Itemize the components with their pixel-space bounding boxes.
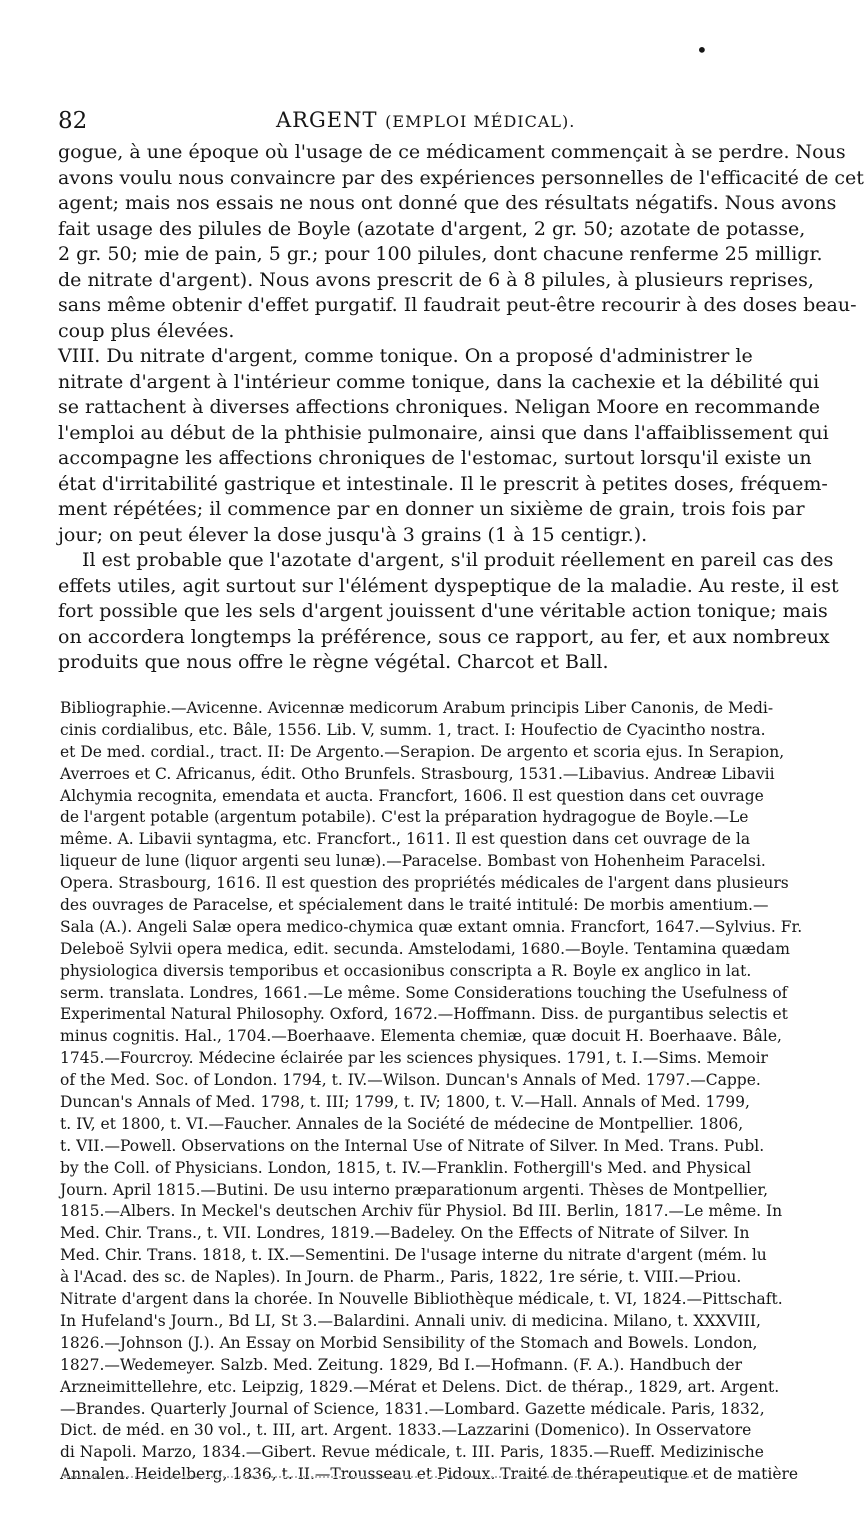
bibliography-line: Bibliographie.—Avicenne. Avicennæ medicorum Arabum principis Liber Canonis, de Medi- (60, 699, 774, 717)
bibliography (60, 698, 803, 1486)
bibliography-line: physiologica diversis temporibus et occasionibus conscripta a R. Boyle ex anglico in lat. (60, 961, 752, 980)
body-line: ment répétées; il commence par en donner un sixième de grain, trois fois par (58, 498, 805, 520)
bibliography-line: —Brandes. Quarterly Journal of Science, 1831.—Lombard. Gazette médicale. Paris, 1832, (60, 1399, 765, 1418)
body-line: nitrate d'argent à l'intérieur comme tonique, dans la cachexie et la débilité qui (58, 370, 820, 393)
bibliography-line: Deleboë Sylvii opera medica, edit. secunda. Amstelodami, 1680.—Boyle. Tentamina quædam (60, 939, 790, 958)
body-line: avons voulu nous convaincre par des expériences personnelles de l'efficacité de cet (58, 166, 864, 189)
body-line: 2 gr. 50; mie de pain, 5 gr.; pour 100 pilules, dont chacune renferme 25 milligr. (58, 243, 823, 265)
body-line: coup plus élevées. (58, 319, 235, 342)
page-header (58, 108, 748, 138)
body-line: sans même obtenir d'effet purgatif. Il faudrait peut-être recourir à des doses beau- (58, 294, 857, 316)
bibliography-line: 1826.—Johnson (J.). An Essay on Morbid Sensibility of the Stomach and Bowels. London, (60, 1333, 758, 1352)
body-line: de nitrate d'argent). Nous avons prescrit de 6 à 8 pilules, à plusieurs reprises, (58, 268, 814, 291)
bibliography-line: t. IV, et 1800, t. VI.—Faucher. Annales de la Société de médecine de Montpellier. 1806, (60, 1114, 744, 1133)
running-head-title: ARGENT (276, 108, 378, 132)
body-line: produits que nous offre le règne végétal. Charcot et Ball. (58, 651, 609, 673)
bibliography-line: Med. Chir. Trans. 1818, t. IX.—Sementini. De l'usage interne du nitrate d'argent (mém. lu (60, 1246, 767, 1265)
body-line: jour; on peut élever la dose jusqu'à 3 grains (1 à 15 centigr.). (58, 523, 648, 546)
bottom-rule (64, 1476, 704, 1478)
body-text (58, 140, 864, 676)
body-line: état d'irritabilité gastrique et intestinale. Il le prescrit à petites doses, fréquem- (58, 472, 828, 495)
bibliography-line: et De med. cordial., tract. II: De Argento.—Serapion. De argento et scoria ejus. In Serapion, (60, 742, 785, 761)
body-line: l'emploi au début de la phthisie pulmonaire, ainsi que dans l'affaiblissement qui (58, 421, 829, 444)
bibliography-line: Experimental Natural Philosophy. Oxford, 1672.—Hoffmann. Diss. de purgantibus selectis et (60, 1005, 788, 1024)
body-line: effets utiles, agit surtout sur l'élément dyspeptique de la maladie. Au reste, il est (58, 574, 839, 597)
bibliography-line: Averroes et C. Africanus, édit. Otho Brunfels. Strasbourg, 1531.—Libavius. Andreæ Libavii (60, 764, 775, 783)
bibliography-line: by the Coll. of Physicians. London, 1815, t. IV.—Franklin. Fothergill's Med. and Physical (60, 1158, 752, 1177)
bibliography-line: 1815.—Albers. In Meckel's deutschen Archiv für Physiol. Bd III. Berlin, 1817.—Le même. In (60, 1202, 783, 1221)
body-line: gogue, à une époque où l'usage de ce médicament commençait à se perdre. Nous (58, 141, 846, 163)
body-line: agent; mais nos essais ne nous ont donné que des résultats négatifs. Nous avons (58, 192, 837, 214)
bibliography-line: liqueur de lune (liquor argenti seu lunæ).—Paracelse. Bombast von Hohenheim Paracelsi. (60, 852, 766, 871)
body-line: VIII. Du nitrate d'argent, comme tonique. On a proposé d'administrer le (58, 345, 753, 367)
bibliography-line: di Napoli. Marzo, 1834.—Gibert. Revue médicale, t. III. Paris, 1835.—Rueff. Medizinische (60, 1443, 764, 1462)
bibliography-line: Alchymia recognita, emendata et aucta. Francfort, 1606. Il est question dans cet ouvrage (60, 786, 764, 805)
body-line: fort possible que les sels d'argent jouissent d'une véritable action tonique; mais (58, 600, 828, 622)
bibliography-line: même. A. Libavii syntagma, etc. Francfort., 1611. Il est question dans cet ouvrage de la (60, 830, 751, 849)
bibliography-line: 1745.—Fourcroy. Médecine éclairée par les sciences physiques. 1791, t. I.—Sims. Memoir (60, 1049, 768, 1068)
running-head-subtitle: (EMPLOI MÉDICAL). (385, 112, 576, 131)
bibliography-line: of the Med. Soc. of London. 1794, t. IV.—Wilson. Duncan's Annals of Med. 1797.—Cappe. (60, 1071, 761, 1090)
bibliography-line: Arzneimittellehre, etc. Leipzig, 1829.—Mérat et Delens. Dict. de thérap., 1829, art. Argent. (60, 1377, 780, 1396)
bibliography-line: Sala (A.). Angeli Salæ opera medico-chymica quæ extant omnia. Francfort, 1647.—Sylvius. Fr. (60, 917, 803, 936)
bibliography-line: Duncan's Annals of Med. 1798, t. III; 1799, t. IV; 1800, t. V.—Hall. Annals of Med. 1799, (60, 1093, 750, 1112)
bibliography-line: In Hufeland's Journ., Bd LI, St 3.—Balardini. Annali univ. di medicina. Milano, t. XXXVIII, (60, 1311, 761, 1330)
bibliography-line: serm. translata. Londres, 1661.—Le même. Some Considerations touching the Usefulness of (60, 983, 788, 1002)
body-line: on accordera longtemps la préférence, sous ce rapport, au fer, et aux nombreux (58, 625, 830, 648)
bibliography-line: Journ. April 1815.—Butini. De usu interno præparationum argenti. Thèses de Montpellier, (60, 1180, 769, 1199)
bibliography-line: t. VII.—Powell. Observations on the Internal Use of Nitrate of Silver. In Med. Trans. Publ. (60, 1136, 765, 1155)
bibliography-line: Dict. de méd. en 30 vol., t. III, art. Argent. 1833.—Lazzarini (Domenico). In Osservatore (60, 1421, 752, 1440)
bibliography-line: Med. Chir. Trans., t. VII. Londres, 1819.—Badeley. On the Effects of Nitrate of Silver. In (60, 1224, 750, 1243)
body-line: Il est probable que l'azotate d'argent, s'il produit réellement en pareil cas des (82, 549, 834, 571)
bibliography-line: Opera. Strasbourg, 1616. Il est question des propriétés médicales de l'argent dans plusieurs (60, 874, 789, 893)
bibliography-line: Nitrate d'argent dans la chorée. In Nouvelle Bibliothèque médicale, t. VI, 1824.—Pittschaft. (60, 1290, 783, 1309)
bibliography-line: cinis cordialibus, etc. Bâle, 1556. Lib. V, summ. 1, tract. I: Houfectio de Cyacintho nostra. (60, 720, 766, 739)
bibliography-line: de l'argent potable (argentum potabile). C'est la préparation hydragogue de Boyle.—Le (60, 808, 749, 827)
bibliography-line: à l'Acad. des sc. de Naples). In Journ. de Pharm., Paris, 1822, 1re série, t. VIII.—Priou. (60, 1268, 742, 1287)
body-line: fait usage des pilules de Boyle (azotate d'argent, 2 gr. 50; azotate de potasse, (58, 217, 806, 240)
running-head (276, 108, 575, 132)
bibliography-line: des ouvrages de Paracelse, et spécialement dans le traité intitulé: De morbis amentium.— (60, 896, 769, 915)
ink-mark: • (696, 38, 708, 62)
bibliography-line: 1827.—Wedemeyer. Salzb. Med. Zeitung. 1829, Bd I.—Hofmann. (F. A.). Handbuch der (60, 1355, 742, 1374)
bibliography-line: minus cognitis. Hal., 1704.—Boerhaave. Elementa chemiæ, quæ docuit H. Boerhaave. Bâle, (60, 1027, 782, 1046)
body-line: se rattachent à diverses affections chroniques. Neligan Moore en recommande (58, 396, 821, 418)
page-number: 82 (58, 108, 88, 134)
bibliography-line: Annalen. Heidelberg, 1836, t. II.—Trousseau et Pidoux. Traité de thérapeutique et de matière (60, 1465, 799, 1484)
body-line: accompagne les affections chroniques de l'estomac, surtout lorsqu'il existe un (58, 447, 812, 469)
